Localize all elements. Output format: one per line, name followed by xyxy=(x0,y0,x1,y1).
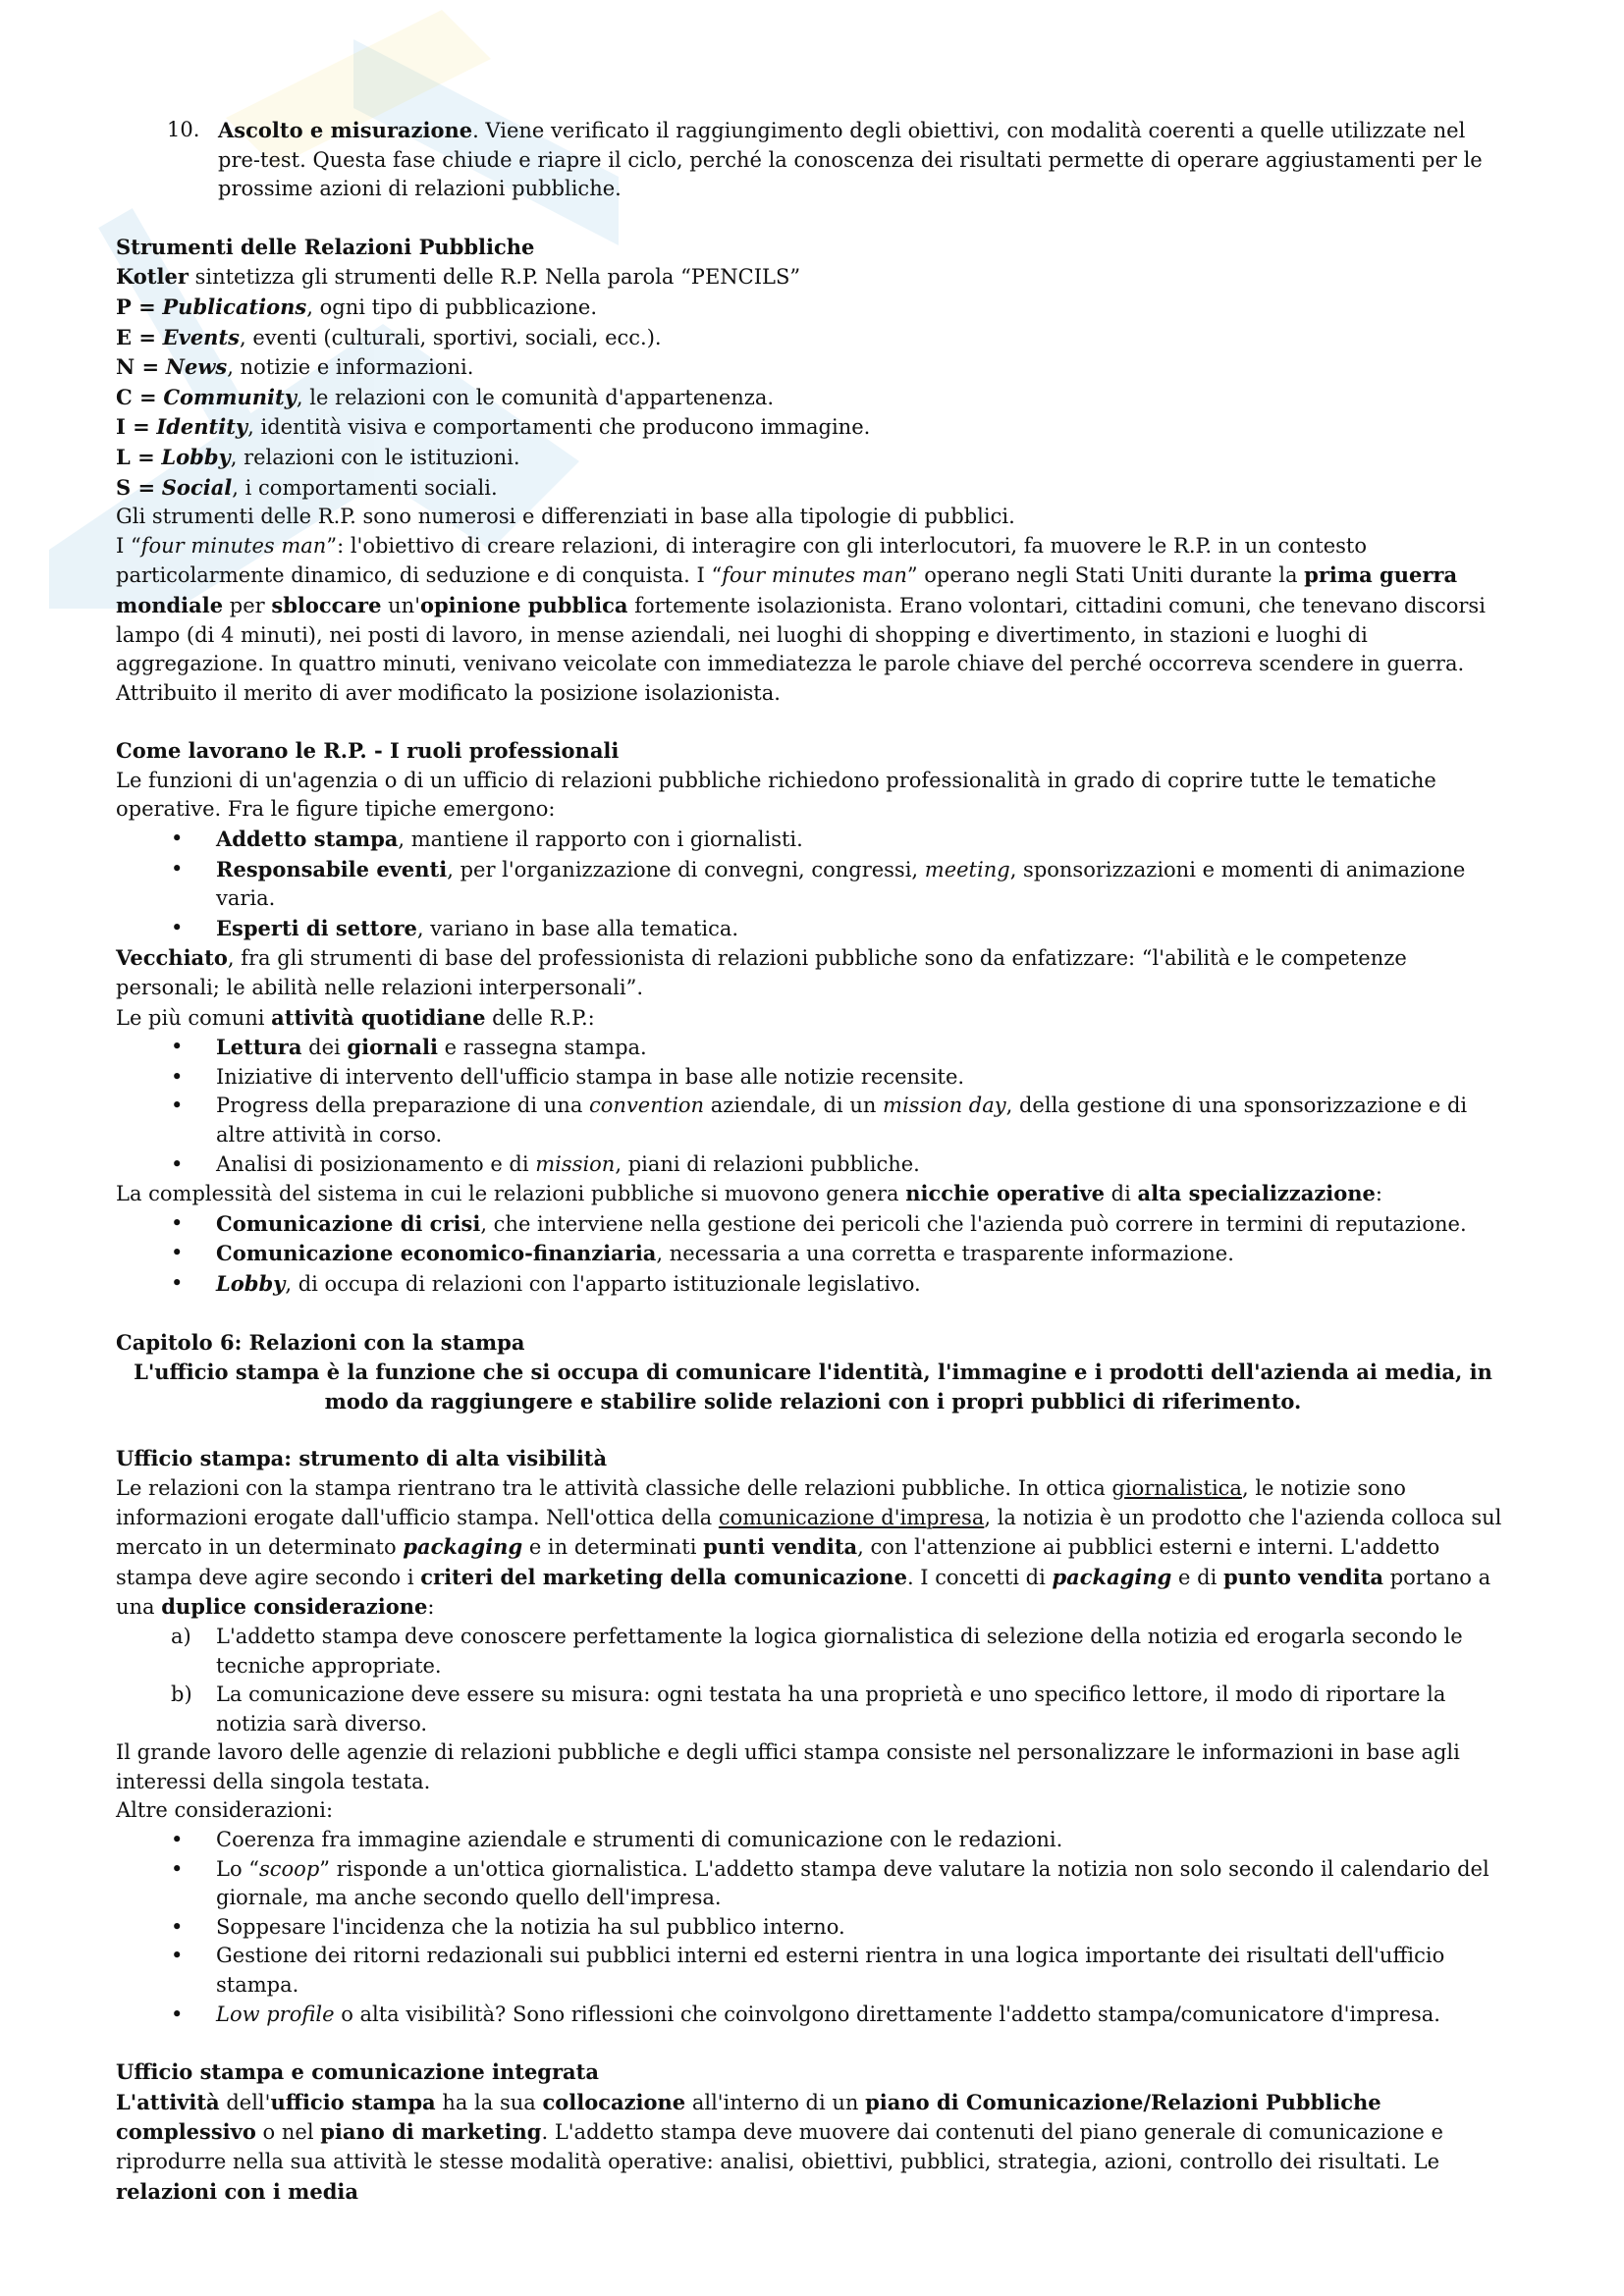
section-heading-ufficio: Ufficio stampa: strumento di alta visibilità xyxy=(116,1446,608,1471)
paragraph: L'attività dell'ufficio stampa ha la sua collocazione all'interno di un piano di Comunicazione/Relazioni Pubbliche complessivo o nel piano di marketing. L'addetto stampa deve muovere dai contenuti del piano generale di comunicazione e riprodurre nella sua attività le stesse modalità operative: analisi, obiettivi, pubblici, strategia, azioni, controllo dei risultati. Le relazioni con i media xyxy=(116,2089,1443,2204)
pencils-line: L = Lobby, relazioni con le istituzioni. xyxy=(116,444,520,469)
list-item: • Esperti di settore, variano in base alla tematica. xyxy=(171,915,739,940)
chapter-definition: L'ufficio stampa è la funzione che si occupa di comunicare l'identità, l'immagine e i prodotti dell'azienda ai media, in modo da raggiungere e stabilire solide relazioni con i propri pubblici di riferimento. xyxy=(134,1360,1492,1414)
pencils-line: P = Publications, ogni tipo di pubblicazione. xyxy=(116,294,597,319)
paragraph: Le relazioni con la stampa rientrano tra le attività classiche delle relazioni pubbliche. In ottica giornalistica, le notizie sono informazioni erogate dall'ufficio stampa. Nell'ottica della comunicazione d'impresa, la notizia è un prodotto che l'azienda colloca sul mercato in un determinato packaging e in determinati punti vendita, con l'attenzione ai pubblici esterni e interni. L'addetto stampa deve agire secondo i criteri del marketing della comunicazione. I concetti di packaging e di punto vendita portano a una duplice considerazione: xyxy=(116,1475,1502,1620)
list-item: • Low profile o alta visibilità? Sono riflessioni che coinvolgono direttamente l'addetto stampa/comunicatore d'impresa. xyxy=(171,2002,1440,2026)
paragraph: La complessità del sistema in cui le relazioni pubbliche si muovono genera nicchie operative di alta specializzazione: xyxy=(116,1181,1382,1206)
paragraph: Le funzioni di un'agenzia o di un ufficio di relazioni pubbliche richiedono professionalità in grado di coprire tutte le tematiche operative. Fra le figure tipiche emergono: xyxy=(116,768,1436,822)
chapter-heading: Capitolo 6: Relazioni con la stampa xyxy=(116,1329,525,1355)
list-item: • Addetto stampa, mantiene il rapporto con i giornalisti. xyxy=(171,827,803,852)
list-item-10: 10. Ascolto e misurazione. Viene verificato il raggiungimento degli obiettivi, con modalità coerenti a quelle utilizzate nel pre-test. Questa fase chiude e riapre il ciclo, perché la conoscenza dei risultati permette di operare aggiustamenti per le prossime azioni di relazioni pubbliche. xyxy=(116,116,1510,204)
list-item: • Responsabile eventi, per l'organizzazione di convegni, congressi, meeting, sponsorizzazioni e momenti di animazione varia. xyxy=(171,856,1466,911)
list-item: • Analisi di posizionamento e di mission, piani di relazioni pubbliche. xyxy=(171,1151,920,1176)
paragraph-four-minutes-man: I “four minutes man”: l'obiettivo di creare relazioni, di interagire con gli interlocutori, fa muovere le R.P. in un contesto particolarmente dinamico, di seduzione e di conquista. I “four minutes man” operano negli Stati Uniti durante la prima guerra mondiale per sbloccare un'opinione pubblica fortemente isolazionista. Erano volontari, cittadini comuni, che tenevano discorsi lampo (di 4 minuti), nei posti di lavoro, in mense aziendali, nei luoghi di shopping e divertimento, in stazioni e luoghi di aggregazione. In quattro minuti, venivano veicolate con immediatezza le parole chiave del perché occorreva scendere in guerra. Attribuito il merito di aver modificato la posizione isolazionista. xyxy=(116,533,1486,705)
section-heading-ruoli: Come lavorano le R.P. - I ruoli professionali xyxy=(116,738,620,764)
paragraph: Gli strumenti delle R.P. sono numerosi e differenziati in base alla tipologie di pubblici. xyxy=(116,505,1015,529)
pencils-line: C = Community, le relazioni con le comunità d'appartenenza. xyxy=(116,384,775,409)
list-item: • Comunicazione economico-finanziaria, necessaria a una corretta e trasparente informazione. xyxy=(171,1241,1234,1266)
pencils-line: N = News, notizie e informazioni. xyxy=(116,354,474,380)
paragraph: Vecchiato, fra gli strumenti di base del professionista di relazioni pubbliche sono da enfatizzare: “l'abilità e le competenze personali; le abilità nelle relazioni interpersonali”. xyxy=(116,945,1407,1000)
list-item: • Comunicazione di crisi, che interviene nella gestione dei pericoli che l'azienda può correre in termini di reputazione. xyxy=(171,1210,1467,1236)
section-heading-integrata: Ufficio stampa e comunicazione integrata xyxy=(116,2059,599,2085)
pencils-line: E = Events, eventi (culturali, sportivi, sociali, ecc.). xyxy=(116,324,662,349)
pencils-line: S = Social, i comportamenti sociali. xyxy=(116,474,498,500)
section-heading-strumenti: Strumenti delle Relazioni Pubbliche xyxy=(116,234,535,259)
pencils-line: I = Identity, identità visiva e comportamenti che producono immagine. xyxy=(116,414,871,440)
list-item: b) La comunicazione deve essere su misura: ogni testata ha una proprietà e uno specifico lettore, il modo di riportare la notizia sarà diverso. xyxy=(171,1682,1446,1735)
paragraph: Altre considerazioni: xyxy=(116,1798,334,1823)
list-item: • Lettura dei giornali e rassegna stampa. xyxy=(171,1035,647,1060)
paragraph: Le più comuni attività quotidiane delle R.P.: xyxy=(116,1004,595,1030)
list-item: • Iniziative di intervento dell'ufficio stampa in base alle notizie recensite. xyxy=(171,1064,965,1089)
paragraph: Il grande lavoro delle agenzie di relazioni pubbliche e degli uffici stampa consiste nel personalizzare le informazioni in base agli interessi della singola testata. xyxy=(116,1740,1460,1793)
list-item: • Lobby, di occupa di relazioni con l'apparto istituzionale legislativo. xyxy=(171,1270,921,1296)
list-item: • Coerenza fra immagine aziendale e strumenti di comunicazione con le redazioni. xyxy=(171,1828,1063,1852)
list-item: a) L'addetto stampa deve conoscere perfettamente la logica giornalistica di selezione della notizia ed erogarla secondo le tecniche appropriate. xyxy=(171,1624,1463,1678)
list-item: • Lo “scoop” risponde a un'ottica giornalistica. L'addetto stampa deve valutare la notizia non solo secondo il calendario del giornale, ma anche secondo quello dell'impresa. xyxy=(171,1856,1489,1910)
list-item: • Progress della preparazione di una convention aziendale, di un mission day, della gestione di una sponsorizzazione e di altre attività in corso. xyxy=(171,1094,1468,1147)
document-page: 10. Ascolto e misurazione. Viene verificato il raggiungimento degli obiettivi, con modalità coerenti a quelle utilizzate nel pre-test. Questa fase chiude e riapre il ciclo, perché la conoscenza dei risultati permette di operare aggiustamenti per le prossime azioni di relazioni pubbliche. Strumenti delle Relazioni Pubbliche Kotler sintetizza gli strumenti delle R.P. Nella parola “PENCILS” P = Publications, ogni tipo di pubblicazione. E = Events, eventi (culturali, sportivi, sociali, ecc.). N = News, notizie e informazioni. C = Community, le relazioni con le comunità d'appartenenza. I = Identity, identità visiva e comportamenti che producono immagine. L = Lobby, relazioni con le istituzioni. S = Social, i comportamenti sociali. Gli strumenti delle R.P. sono numerosi e differenziati in base alla tipologie di pubblici. I “four minutes man”: l'obiettivo di creare relazioni, di interagire con gli interlocutori, fa muovere le R.P. in un contesto particolarmente dinamico, di seduzione e di conquista. I “four minutes man” operano negli Stati Uniti durante la prima guerra mondiale per sbloccare un'opinione pubblica fortemente isolazionista. Erano volontari, cittadini comuni, che tenevano discorsi lampo (di 4 minuti), nei posti di lavoro, in mense aziendali, nei luoghi di shopping e divertimento, in stazioni e luoghi di aggregazione. In quattro minuti, venivano veicolate con immediatezza le parole chiave del perché occorreva scendere in guerra. Attribuito il merito di aver modificato la posizione isolazionista. Come lavorano le R.P. - I ruoli professionali Le funzioni di un'agenzia o di un ufficio di relazioni pubbliche richiedono professionalità in grado di coprire tutte le tematiche operative. Fra le figure tipiche emergono: • Addetto stampa, mantiene il rapporto con i giornalisti. • Responsabile eventi, per l'organizzazione di convegni, congressi, meeting, sponsorizzazioni e momenti di animazione varia. • Esperti di settore, variano in base alla tematica. Vecchiato, fra gli strumenti di base del professionista di relazioni pubbliche sono da enfatizzare: “l'abilità e le competenze personali; le abilità nelle relazioni interpersonali”. Le più comuni attività quotidiane delle R.P.: • Lettura dei giornali e rassegna stampa. • Iniziative di intervento dell'ufficio stampa in base alle notizie recensite. • Progress della preparazione di una convention aziendale, di un mission day, della gestione di una sponsorizzazione e di altre attività in corso. • Analisi di posizionamento e di mission, piani di relazioni pubbliche. La complessità del sistema in cui le relazioni pubbliche si muovono genera nicchie operative di alta specializzazione: • Comunicazione di crisi, che interviene nella gestione dei pericoli che l'azienda può correre in termini di reputazione. • Comunicazione economico-finanziaria, necessaria a una corretta e trasparente informazione. • Lobby, di occupa di relazioni con l'apparto istituzionale legislativo. Capitolo 6: Relazioni con la stampa L'ufficio stampa è la funzione che si occupa di comunicare l'identità, l'immagine e i prodotti dell'azienda ai media, in modo da raggiungere e stabilire solide relazioni con i propri pubblici di riferimento. Ufficio stampa: strumento di alta visibilità Le relazioni con la stampa rientrano tra le attività classiche delle relazioni pubbliche. In ottica giornalistica, le notizie sono informazioni erogate dall'ufficio stampa. Nell'ottica della comunicazione d'impresa, la notizia è un prodotto che l'azienda colloca sul mercato in un determinato packaging e in determinati punti vendita, con l'attenzione ai pubblici esterni e interni. L'addetto stampa deve agire secondo i criteri del marketing della comunicazione. I concetti di packaging e di punto vendita portano a una duplice considerazione: a) L'addetto stampa deve conoscere perfettamente la logica giornalistica di selezione della notizia ed erogarla secondo le tecniche appropriate. b) La comunicazione deve essere su misura: ogni testata ha una proprietà e uno specifico lettore, il modo di riportare la notizia sarà diverso. Il grande lavoro delle agenzie di relazioni pubbliche e degli uffici stampa consiste nel personalizzare le informazioni in base agli interessi della singola testata. Altre considerazioni: • Coerenza fra immagine aziendale e strumenti di comunicazione con le redazioni. • Lo “scoop” risponde a un'ottica giornalistica. L'addetto stampa deve valutare la notizia non solo secondo il calendario del giornale, ma anche secondo quello dell'impresa. • Soppesare l'incidenza che la notizia ha sul pubblico interno. • Gestione dei ritorni redazionali sui pubblici interni ed esterni rientra in una logica importante dei risultati dell'ufficio stampa. • Low profile o alta visibilità? Sono riflessioni che coinvolgono direttamente l'addetto stampa/comunicatore d'impresa. Ufficio stampa e comunicazione integrata L'attività dell'ufficio stampa ha la sua collocazione all'interno di un piano di Comunicazione/Relazioni Pubbliche complessivo o nel piano di marketing. L'addetto stampa deve muovere dai contenuti del piano generale di comunicazione e riprodurre nella sua attività le stesse modalità operative: analisi, obiettivi, pubblici, strategia, azioni, controllo dei risultati. Le relazioni con i media xyxy=(116,116,1510,2207)
list-item: • Soppesare l'incidenza che la notizia ha sul pubblico interno. xyxy=(171,1914,845,1939)
list-number: 10. xyxy=(167,118,200,141)
list-item: • Gestione dei ritorni redazionali sui pubblici interni ed esterni rientra in una logica importante dei risultati dell'ufficio stampa. xyxy=(171,1944,1445,1998)
